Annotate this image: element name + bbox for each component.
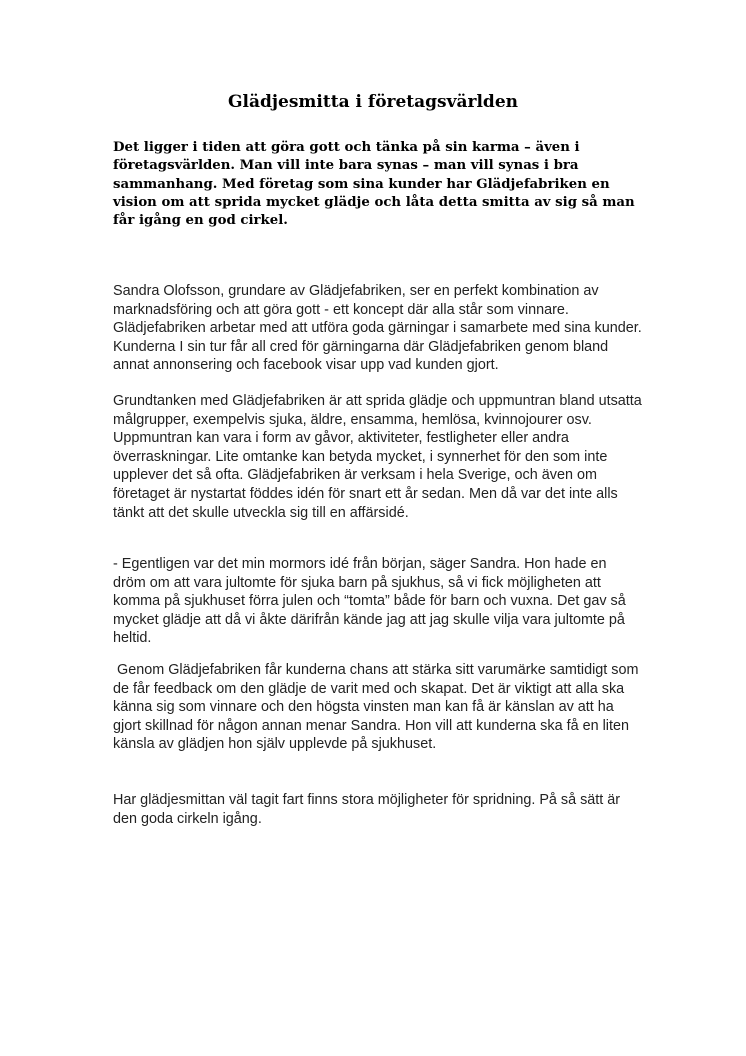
article-paragraph: Grundtanken med Glädjefabriken är att sprida glädje och uppmuntran bland utsatta målgrupper, exempelvis sjuka, äldre, ensamma, hemlösa, kvinnojourer osv. Uppmuntran kan vara i form av gåvor, aktiviteter, festligheter eller andra överraskningar. Lite omtanke kan betyda mycket, i synnerhet för den som inte upplever det så ofta. Glädjefabriken är verksam i hela Sverige, och även om företaget är nystartat föddes idén för snart ett år sedan. Men då var det inte alls tänkt att det skulle utveckla sig till en affärsidé. [113,393,642,521]
article-paragraph: - Egentligen var det min mormors idé från början, säger Sandra. Hon hade en dröm om att vara jultomte för sjuka barn på sjukhus, så vi fick möjligheten att komma på sjukhuset förra julen och “tomta” både för barn och vuxna. Det gav så mycket glädje att då vi åkte därifrån kände jag att jag skulle vilja vara jultomte på heltid. [113,556,626,647]
article-paragraph: Sandra Olofsson, grundare av Glädjefabriken, ser en perfekt kombination av marknadsföring och att göra gott - ett koncept där alla står som vinnare. Glädjefabriken arbetar med att utföra goda gärningar i samarbete med sina kunder. Kunderna I sin tur får all cred för gärningarna där Glädjefabriken genom bland annat annonsering och facebook visar upp vad kunden gjort. [113,283,642,374]
article-title: Glädjesmitta i företagsvärlden [228,92,518,112]
article-paragraph: Har glädjesmittan väl tagit fart finns stora möjligheter för spridning. På så sätt är den goda cirkeln igång. [113,792,621,827]
article-paragraph: Genom Glädjefabriken får kunderna chans att stärka sitt varumärke samtidigt som de får feedback om den glädje de varit med och skapat. Det är viktigt att alla ska känna sig som vinnare och den högsta vinsten man kan få är känslan av att ha gjort skillnad för någon annan menar Sandra. Hon vill att kunderna ska få en liten känsla av glädjen hon själv upplevde på sjukhuset. [113,662,643,753]
article-lead: Det ligger i tiden att göra gott och tänka på sin karma – även i företagsvärlden. Man vill inte bara synas – man vill synas i bra sammanhang. Med företag som sina kunder har Glädjefabriken en vision om att sprida mycket glädje och låta detta smitta av sig så man får igång en god cirkel. [113,140,635,229]
